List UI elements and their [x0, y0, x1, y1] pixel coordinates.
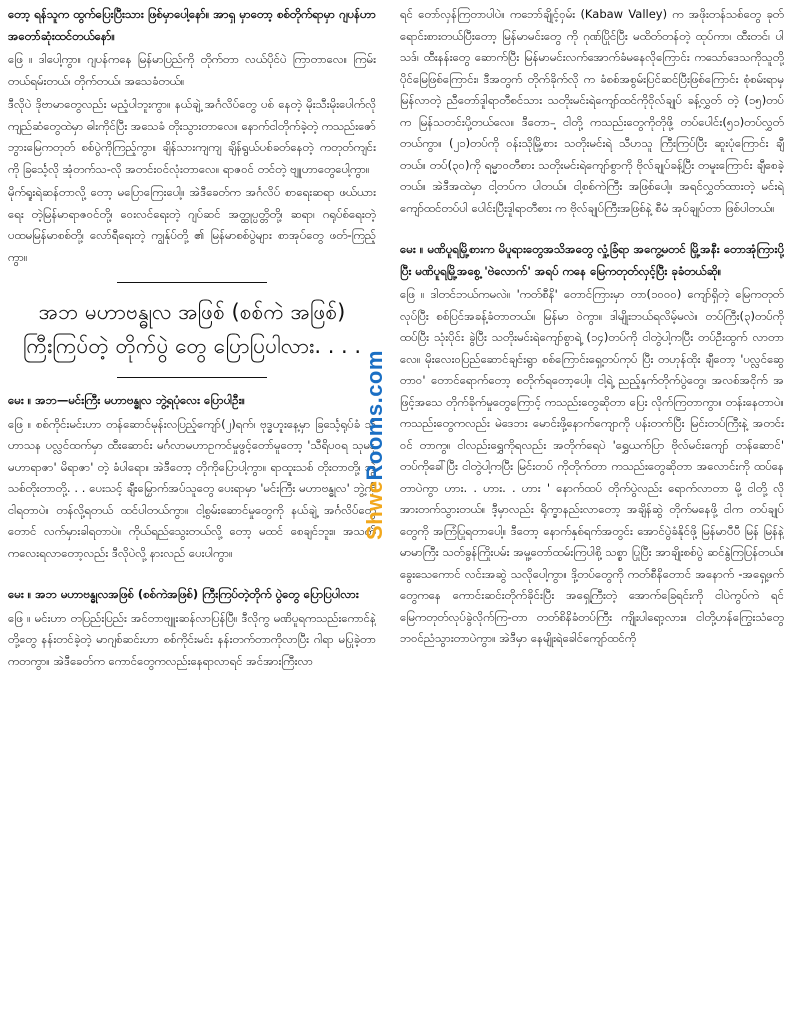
- bottom-divider: [117, 377, 267, 378]
- answer-paragraph: ဖြေ ။ ဒါတင်ဘယ်ကမလဲ။ 'ကတ်စီနိ' တောင်ကြားမှာ တာ(၁၀၀၀) ကျော်ရှိတဲ့ မြေကတုတ်လုပ်ပြီး စစ်ပြင်အခန့်ခံတာတယ်။ မြန်မာ ဝဲကွာ။ ဒါမျိုးဘယ်ရလိမ့်မလဲ။ တပ်ကြီး(၃)တပ်ကို ထပ်ပြီး သုံးပိုင်း ခွဲပြီး သတိုးမင်းရဲကျော်စွာရဲ့ (၁၄)တပ်ကို ငါတွဲပါ့ကပြီး တပ်ဦးထွက် လာတာလေ။ မိုးလေးဝပြည်ဆောင်ချင်းရွာ စစ်ကြောင်းရှေ့တပ်ကုပ် ပြီး တဟုန်ထိုး ချီတော့ 'ပလ္လင်ဆွေတာဝ' တောင်ရောက်တော့ စတိုက်ရတော့ပေါ့။ ငါ့ရဲ့ ညည့်နှက်တိုက်ပွဲတွေ၊ အလစ်အငိုက် အဖြင့်အသေ တိုက်ခိုက်မှုတွေကြောင့် ကသည်းတွေဆိုတာ ပြေး လိုက်ကြတာကွာ။ တန်းနေတာပဲ။ ကသည်းတွေကလည်း မဲဒေဘး မောင်းဖို့နောက်ကျောကို ပန်းတက်ပြီး မြင်းတပ်ကြီးနဲ့ အတင်းဝင် တာကွ။ ငါလည်းရွှေကိုရလည်း အတိုက်ရေပဲ 'ရွှေယက်ပြာ ဗိုလ်မင်းကျော် တန်ဆောင်' တပ်ကိုခေါ်ပြီး ငါတွဲပါ့ကပြီး မြင်းတပ် ကိုတိုက်တာ ကသည်းတွေဆိုတာ အလောင်းကို ထပ်နေတာပဲကွာ ဟား. . ဟား. . ဟား ' နောက်ထပ် တိုက်ပွဲလည်း ရောက်လာတာ မို့ ငါတို့ လိုအားတက်သွားတယ်။ ဒီ့မှာလည်း ရိုက္ခာနည်းလာတော့ အချိန်ဆွဲ တိုက်မနေဖို့ ငါက တပ်ချုပ်တွေကို အကြံပြုရတာပေါ့။ ဒီတော့ နောက်နှစ်ရက်အတွင်း အောင်ပွဲခံနိုင်ဖို့ မြန်မာပီပီ မြန် မြန်နဲ့ မာမာကြီး သတ်ခွန်ကြိုးပမ်း အမူ့တော်ထမ်းကြပါစို့ သစ္စာ ပြုပြီး အာချိုးစစ်ပွဲ ဆင်နွဲကြပြန်တယ်။ ခွေးသေကောင် လင်းအဆွဲ သလိုပေါ့ကွာ။ ဒို့တပ်တွေကို ကတ်စီနိတောင် အနောက် -အရှေ့ဖက်တွေကနေ ကောင်းဆင်းတိုက်ခိုင်းပြီး အရှေ့ကြီးတဲ့ အောက်ခြေရင်းကို ငါပဲကွပ်ကဲ ရင်မြေကတုတ်လုပ်ခွဲလိုက်ကြ-တာ တတ်စိနိခံတပ်ကြီး ကျိုးပါရော့လား။ ငါတို့ဟန်ကြွေးသံတွေ ဘဝင်ညံသွားတာပဲကွာ။ အဲဒီမှာ နေမျိုးရဲခေါင်ကျော်ထင်ကို: [400, 287, 784, 645]
- body-paragraph: ဒီလိုပဲ ဒိုဗာမာတွေလည်း မညံ့ပါဘူးကွာ။ နယ်ချဲ့ အင်္ဂလိပ်တွေ ပစ် နေတဲ့ မိုးသီးမိုးပေါက်လို ကျည်ဆံတွေထဲမှာ ဓါးကိုင်ပြီး အသေခံ တိုးသွားတာလေ။ နောက်ငါတိုက်ခဲ့တဲ့ ကသည်းဇော်ဘွားမြေကတုတ် စစ်ပွဲကိုကြည့်ကွာ။ ချိန်သားကျကျ ချိန်ရွယ်ပစ်ခတ်နေတဲ့ ကတုတ်ကျင်းကို ခြင်္သေ့လို အုံတက်သ-လို အတင်းဝင်လုံးတာလေ။ ရာဇဝင် တင်တဲ့ ဗျူဟာတွေပေါ့ကွာ။: [8, 97, 376, 176]
- answer-paragraph: ဖြေ ။ မင်းဟာ တပြည်းပြည်း အင်တာဗျူးဆန်လာပြန်ပြီ။ ဒီလိုကွ မဏိပူရကသည်းကောင်နဲ့ တို့တွေ နန်းတင်ခဲ့တဲ့ မာဂျစ်ဆင်းဟာ စစ်ကိုင်းမင်း နန်းတက်တာကိုလာပြီး ဂါရာ မပြုခဲ့တာကတကွာ။ အဲဒီခေတ်က ကောင်တွေကလည်းနေရာလာရင် အင်အားကြီးလာ: [8, 610, 376, 668]
- section-gap: [8, 566, 376, 584]
- pull-quote: အဘ မဟာဗန္ဓုလ အဖြစ် (စစ်ကဲ အဖြစ်) ကြီးကြပ်တဲ့ တိုက်ပွဲ တွေ ပြောပြပါလား. . . .: [22, 300, 362, 358]
- watermark-text-b: Rooms.com: [362, 350, 388, 481]
- body-paragraph: မိုက်ရူးရဲဆန်တာလို့ တော့ မပြောကြေးပေါ့။ အဲဒီခေတ်က အင်္ဂလိပ် စာရေးဆရာ ဖယ်ယားရေး တဲ့မြန်မာရာဇဝင်တို့၊ ဝေးလင်ရေးတဲ့ ဂျပ်ဆင် အတ္ထုပ္ပတ္တိတို့၊ ဆရာ၊ ဂရုပ်စ်ရေးတဲ့ ပထမမြန်မာစစ်တို့၊ လော်ရီရေးတဲ့ ကျွန်ုပ်တို့ ၏ မြန်မာစစ်ပွဲများ စာအုပ်တွေ ဖတ်-ကြည့်ကွာ။: [8, 185, 376, 264]
- answer-paragraph: ဖြေ ။ စစ်ကိုင်းမင်းဟာ တန်ဆောင်မုန်းလပြည့်ကျော်(၂)ရက်၊ ဗုဒ္ဓဟူးနေ့မှာ ခြင်္သေ့ရုပ်ခံ သီဟာသန ပလ္လင်ထက်မှာ ထီးဆောင်း မင်္ဂလာမဟာဥကင်မှုဖွင့်တော်မူတော့ 'သီရိပဝရ သုမနု မဟာရာဇာ' မိရာဇာ' တဲ့ ခံပါရော။ အဲဒီတော့ တိုကိုပြောပါ့ကွာ။ ရာထူးသစ် တိုးတာတို့၊ ဘွဲ့ သစ်တိုးတာတို့. . . ပေးသင့် ချီးမြှောက်အပ်သူတွေ ပေးရာမှာ 'မင်းကြီး မဟာဗန္ဓုလ' ဘွဲ့ကို ငါရတာပဲ။ တန်လို့ရတယ် ထင်ပါတယ်ကွာ။ ငါ့စွမ်းဆောင်မှုတွေကို နယ်ချဲ့ အင်္ဂလိပ်တွေ တောင် လက်မှားခါရတာပဲ။ ကိုယ်ရည်သွေးတယ်လို့ တော့ မထင် စေချင်ဘူး။ အသက်ကလေးရလာတော့လည်း ဒီလိုပဲလို့ နားလည် ပေးပါကွာ။: [8, 416, 376, 560]
- body-paragraph: ရင် တော်လှန်ကြတာပါပဲ။ ကဘော်ချိုင့်ဝှမ်း (Kabaw Valley) က အဖိုးတန်သစ်တွေ ခုတ်ရောင်းစားတယ်ပြီးတော့ မြန်မာမင်းတွေ ကို ဂုဏ်ပြိုင်ပြီး မထိတ်တန်တဲ့ ထုပ်ကာ၊ ထီးတင်၊ ပါသဒ်၊ ထီးနန်းတွေ ဆောက်ပြီး မြန်မာမင်းလက်အောက်ခံမနေလိုကြောင်း ကသော်ဒေသကိုသူတို့ပိုင်မြေဖြစ်ကြောင်း၊ ဒီအတွက် တိုက်ခိုက်လို က ခံစစ်အစွမ်းပြင်ဆင်ပြီးဖြစ်ကြောင်း စုံစမ်းရာမှမြန်လာတဲ့ ညီတော်ဒူါရာတီစင်သား သတိုးမင်းရဲကျော်ထင်ကိုဝိုလ်ချုပ် ခန့်လွှတ် တဲ့ (၁၅)တပ်က မြန်သတင်းပို့တယ်လေ။ ဒီတော-့ ငါတို့ ကသည်းတွေကိုတိုဖို့ တပ်ပေါင်း(၅၁)တပ်လွှတ် တယ်ကွာ။ (၂၁)တပ်ကို ဝန်းသိုမြို့စား သတိုးမင်းရဲ သီဟသူ ကြီးကြပ်ပြီး ဆူးပုံကြောင်း ချီတယ်။ တပ်(၃၀)ကို ရမ္မာဝတီစား သတိုးမင်းရဲကျော်စွာကို ဗိုလ်ချုပ်ခန့်ပြီး တမူးကြောင်း ချီစေခဲ့ တယ်။ အဲဒီအထဲမှာ ငါ့တပ်က ပါတယ်။ ငါ့စစ်ကဲကြီး အဖြစ်ပေါ့။ အရင်လွှတ်ထားတဲ့ မင်းရဲကျော်ထင်တပ်ပါ ပေါင်းပြီးဒူါရာတီစား က ဗိုလ်ချုပ်ကြီးအဖြစ်နဲ့ စီမံ အုပ်ချုပ်တာ ဖြစ်ပါတယ်။: [400, 7, 784, 215]
- watermark-logo: [360, 295, 390, 595]
- question-paragraph: မေး ။ အဘ မဟာဗန္ဓုလအဖြစ် (စစ်ကဲအဖြစ်) ကြီးကြပ်တဲ့တိုက် ပွဲတွေ ပြောပြပါလား: [8, 587, 359, 601]
- question-paragraph: မေး ။ မဏိပူရမြို့စားက မိပူရားတွေအသိအတွေ လှုံ့ခြံရာ အကွေ့မတင် မြို့အနီး တောအုံကြားပို့ပြီး မဏိပူရမြို့အစွေ့ 'ဗဲလောက်' အရပ် ကနေ မြေကတုတ်လှင့်ပြီး ခုခံတယ်ဆို။: [400, 242, 784, 278]
- question-paragraph: မေး ။ အဘ—မင်းကြီး မဟာဗန္ဓုလ ဘွဲ့ရပုံလေး ပြောပါဦး။: [8, 393, 246, 407]
- section-gap: [400, 221, 784, 239]
- answer-paragraph: ဖြေ ။ ဒါပေါ့ကွာ။ ဂျပန်ကနေ မြန်မာပြည်ကို တိုက်တာ လယ်ပိုင်ပဲ ကြာတာလေ။ ကြမ်းတယ်ရမ်းတယ်၊ တိုက်တယ်၊ အသေခံတယ်။: [8, 52, 376, 88]
- right-column: [400, 4, 784, 1019]
- left-column: [8, 4, 376, 1019]
- top-divider: [117, 282, 267, 283]
- intro-paragraph: တော့ ရန်သူက ထွက်ပြေးပြီးသား ဖြစ်မှာပေါ့နော်။ အာရှ မှာတော့ စစ်တိုက်ရာမှာ ဂျပန်ဟာ အတော်ဆုံးထင်တယ်နော်။: [8, 7, 376, 43]
- watermark-text: [362, 350, 388, 540]
- watermark-text-a: Shwe: [362, 480, 388, 540]
